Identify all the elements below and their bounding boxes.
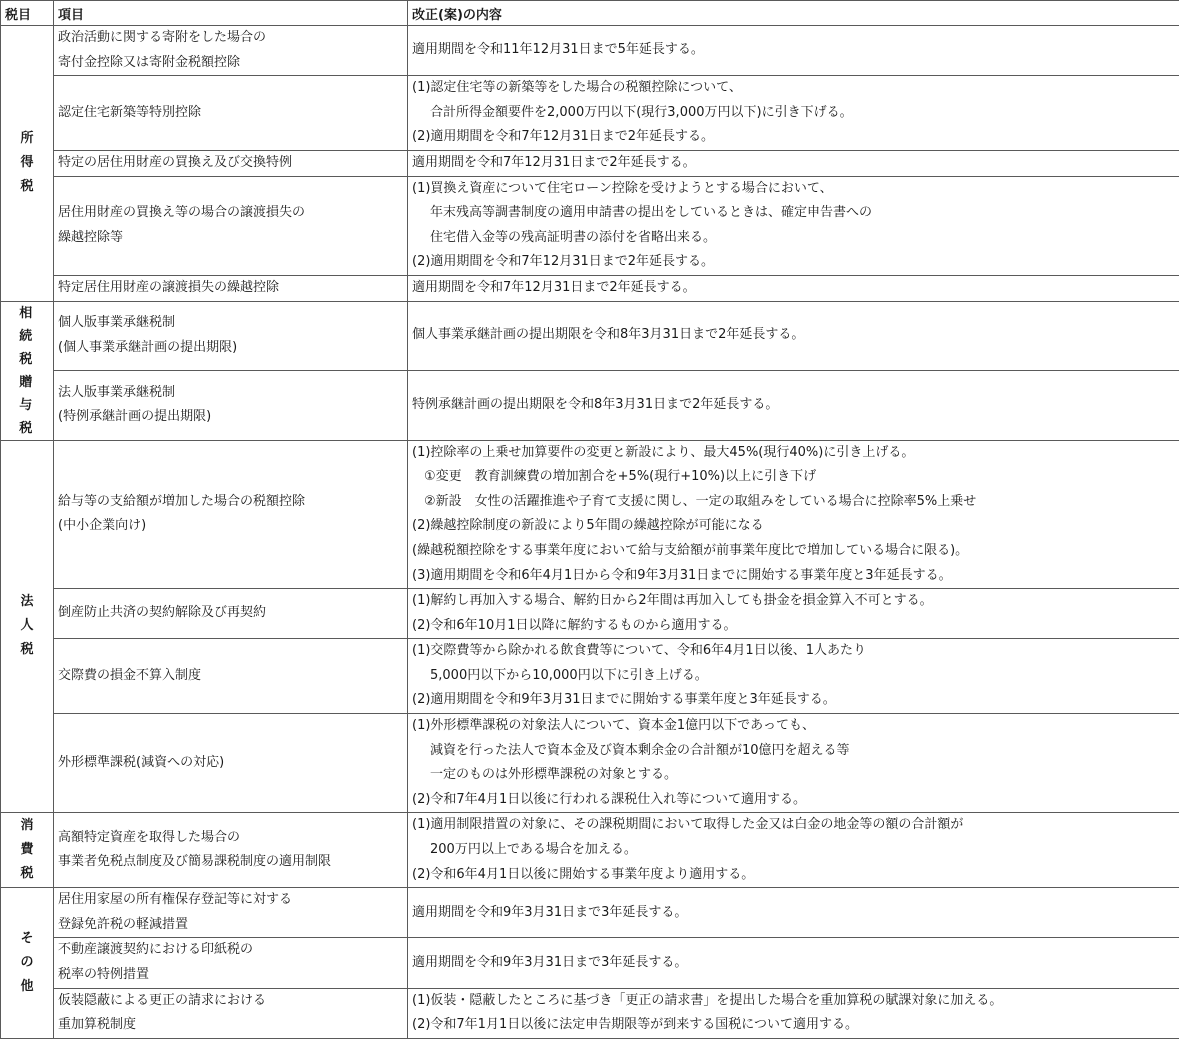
content-line: (1)適用制限措置の対象に、その課税期間において取得した金又は白金の地金等の額の合計額が [412,813,1175,838]
table-row [1,301,1179,371]
content-line: 減資を行った法人で資本金及び資本剰余金の合計額が10億円を超える等 [412,739,1175,764]
category-label: 法人税 [19,590,35,662]
table-row [1,26,1179,76]
category-cell-income-tax [1,26,54,302]
content-line: (1)買換え資産について住宅ローン控除を受けようとする場合において、 [412,177,1175,202]
content-line: (2)令和7年1月1日以後に法定申告期限等が到来する国税について適用する。 [412,1013,1175,1038]
header-tax-type: 税目 [1,1,54,26]
item-cell [54,988,408,1038]
item-cell [54,888,408,938]
content-line: ②新設 女性の活躍推進や子育て支援に関し、一定の取組みをしている場合に控除率5%上乗せ [412,490,1175,515]
category-label: 所得税 [19,127,35,199]
header-content: 改正(案)の内容 [408,1,1179,26]
table-row [1,275,1179,301]
item-line: 交際費の損金不算入制度 [58,664,403,689]
item-line: 居住用財産の買換え等の場合の譲渡損失の [58,201,403,226]
table-row [1,714,1179,813]
content-line: (2)令和6年4月1日以後に開始する事業年度より適用する。 [412,863,1175,888]
table-row [1,440,1179,589]
item-line: 登録免許税の軽減措置 [58,913,403,938]
item-line: 税率の特例措置 [58,963,403,988]
content-line: ①変更 教育訓練費の増加割合を+5%(現行+10%)以上に引き下げ [412,465,1175,490]
item-line: 高額特定資産を取得した場合の [58,826,403,851]
content-line: 年末残高等調書制度の適用申請書の提出をしているときは、確定申告書への [412,201,1175,226]
table-row [1,371,1179,441]
content-cell [408,988,1179,1038]
content-line: (1)認定住宅等の新築等をした場合の税額控除について、 [412,76,1175,101]
content-line: (2)繰越控除制度の新設により5年間の繰越控除が可能になる [412,514,1175,539]
content-line: (1)外形標準課税の対象法人について、資本金1億円以下であっても、 [412,714,1175,739]
item-cell [54,371,408,441]
item-cell [54,275,408,301]
content-line: 一定のものは外形標準課税の対象とする。 [412,763,1175,788]
item-line: 重加算税制度 [58,1013,403,1038]
item-line: (特例承継計画の提出期限) [58,405,403,430]
content-line: 合計所得金額要件を2,000万円以下(現行3,000万円以下)に引き下げる。 [412,101,1175,126]
content-line: (2)適用期間を令和9年3月31日までに開始する事業年度と3年延長する。 [412,688,1175,713]
item-cell [54,76,408,151]
content-cell [408,76,1179,151]
content-cell [408,639,1179,714]
category-cell-consumption-tax [1,813,54,888]
category-cell-inheritance-gift-tax [1,301,54,440]
content-line: 住宅借入金等の残高証明書の添付を省略出来る。 [412,226,1175,251]
item-cell [54,301,408,371]
table-row [1,176,1179,275]
item-cell [54,176,408,275]
content-line: 個人事業承継計画の提出期限を令和8年3月31日まで2年延長する。 [412,323,1175,348]
content-cell [408,440,1179,589]
item-cell [54,714,408,813]
item-line: 政治活動に関する寄附をした場合の [58,26,403,51]
table-row [1,76,1179,151]
content-line: 適用期間を令和7年12月31日まで2年延長する。 [412,276,1175,301]
item-line: 個人版事業承継税制 [58,311,403,336]
category-label: 相続税贈与税 [8,302,46,440]
item-line: 特定の居住用財産の買換え及び交換特例 [58,151,403,176]
content-line: (2)適用期間を令和7年12月31日まで2年延長する。 [412,125,1175,150]
content-line: (2)令和7年4月1日以後に行われる課税仕入れ等について適用する。 [412,788,1175,813]
item-cell [54,639,408,714]
content-line: (1)交際費等から除かれる飲食費等について、令和6年4月1日以後、1人あたり [412,639,1175,664]
content-cell [408,26,1179,76]
item-line: 仮装隠蔽による更正の請求における [58,989,403,1014]
content-cell [408,176,1179,275]
item-line: 特定居住用財産の譲渡損失の繰越控除 [58,276,403,301]
item-cell [54,813,408,888]
content-line: 200万円以上である場合を加える。 [412,838,1175,863]
category-label: 消費税 [19,814,35,886]
item-line: 繰越控除等 [58,226,403,251]
table-row [1,150,1179,176]
content-line: 5,000円以下から10,000円以下に引き上げる。 [412,664,1175,689]
item-line: 法人版事業承継税制 [58,381,403,406]
content-cell [408,371,1179,441]
item-line: 不動産譲渡契約における印紙税の [58,938,403,963]
content-cell [408,150,1179,176]
content-line: (1)控除率の上乗せ加算要件の変更と新設により、最大45%(現行40%)に引き上げる。 [412,441,1175,466]
content-line: 適用期間を令和11年12月31日まで5年延長する。 [412,38,1175,63]
content-line: 特例承継計画の提出期限を令和8年3月31日まで2年延長する。 [412,393,1175,418]
content-cell [408,275,1179,301]
item-cell [54,26,408,76]
item-cell [54,440,408,589]
content-line: (3)適用期間を令和6年4月1日から令和9年3月31日までに開始する事業年度と3年延長する。 [412,564,1175,589]
content-cell [408,888,1179,938]
item-line: 外形標準課税(減資への対応) [58,751,403,776]
item-line: 認定住宅新築等特別控除 [58,101,403,126]
content-cell [408,813,1179,888]
header-row [1,1,1179,26]
item-line: (中小企業向け) [58,514,403,539]
content-line: (2)適用期間を令和7年12月31日まで2年延長する。 [412,250,1175,275]
item-cell [54,589,408,639]
content-cell [408,938,1179,988]
table-body [1,26,1179,1039]
table-row [1,589,1179,639]
table-row [1,938,1179,988]
category-label: その他 [19,927,35,999]
item-line: (個人事業承継計画の提出期限) [58,336,403,361]
content-cell [408,301,1179,371]
content-line: 適用期間を令和9年3月31日まで3年延長する。 [412,951,1175,976]
header-item: 項目 [54,1,408,26]
content-cell [408,714,1179,813]
item-cell [54,938,408,988]
table-row [1,988,1179,1038]
item-line: 事業者免税点制度及び簡易課税制度の適用制限 [58,850,403,875]
category-cell-other [1,888,54,1039]
item-line: 寄付金控除又は寄附金税額控除 [58,51,403,76]
table-row [1,888,1179,938]
content-line: (繰越税額控除をする事業年度において給与支給額が前事業年度比で増加している場合に限る)。 [412,539,1175,564]
content-line: 適用期間を令和9年3月31日まで3年延長する。 [412,901,1175,926]
item-line: 倒産防止共済の契約解除及び再契約 [58,601,403,626]
content-line: (2)令和6年10月1日以降に解約するものから適用する。 [412,614,1175,639]
item-cell [54,150,408,176]
category-cell-corporate-tax [1,440,54,813]
content-cell [408,589,1179,639]
content-line: 適用期間を令和7年12月31日まで2年延長する。 [412,151,1175,176]
item-line: 居住用家屋の所有権保存登記等に対する [58,888,403,913]
content-line: (1)仮装・隠蔽したところに基づき「更正の請求書」を提出した場合を重加算税の賦課対象に加える。 [412,989,1175,1014]
item-line: 給与等の支給額が増加した場合の税額控除 [58,490,403,515]
content-line: (1)解約し再加入する場合、解約日から2年間は再加入しても掛金を損金算入不可とする。 [412,589,1175,614]
table-row [1,813,1179,888]
table-row [1,639,1179,714]
